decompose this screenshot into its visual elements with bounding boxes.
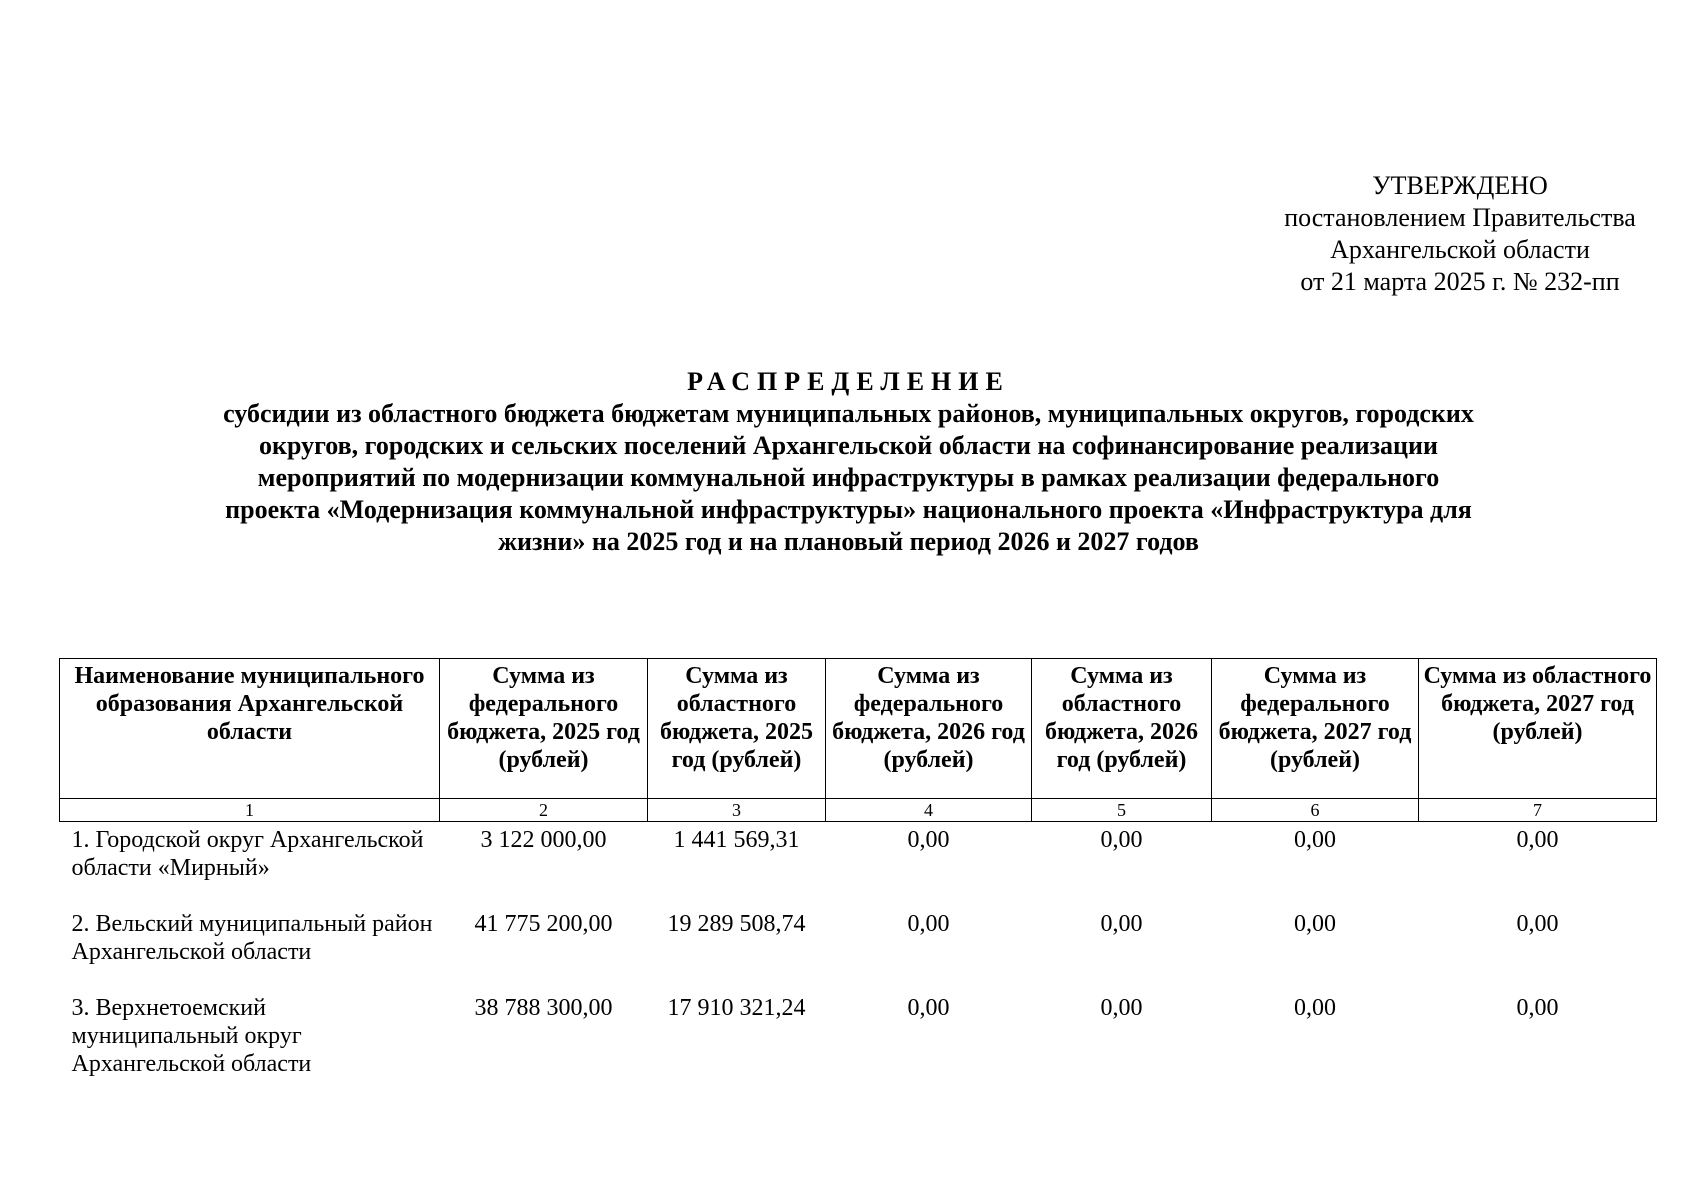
title-heading: РАСПРЕДЕЛЕНИЕ — [687, 367, 1010, 396]
amount-cell: 0,00 — [1100, 995, 1143, 1021]
amount-cell: 41 775 200,00 — [474, 911, 613, 937]
column-header: Наименование муниципального образования Архангельской области — [60, 659, 440, 799]
document-title — [160, 366, 1537, 558]
amount-cell: 38 788 300,00 — [474, 995, 613, 1021]
column-header: Сумма из областного бюджета, 2025 год (рублей) — [648, 659, 826, 799]
municipality-name: 3. Верхнетоемский муниципальный округ Архангельской области — [71, 995, 312, 1077]
amount-cell: 0,00 — [907, 827, 950, 853]
amount-cell: 17 910 321,24 — [667, 995, 806, 1021]
distribution-table — [59, 658, 1657, 1104]
amount-cell: 0,00 — [1100, 827, 1143, 853]
column-number: 2 — [440, 799, 648, 822]
approval-line: Архангельской области — [1330, 235, 1590, 264]
amount-cell: 19 289 508,74 — [667, 911, 806, 937]
header-row — [60, 659, 1657, 799]
approval-line: от 21 марта 2025 г. № 232-пп — [1300, 267, 1620, 296]
column-number: 4 — [826, 799, 1032, 822]
approval-stamp — [1250, 170, 1670, 298]
column-header: Сумма из областного бюджета, 2027 год (рублей) — [1419, 659, 1657, 799]
table-row — [60, 990, 1657, 1104]
approval-line: постановлением Правительства — [1284, 203, 1636, 232]
column-header: Сумма из областного бюджета, 2026 год (рублей) — [1032, 659, 1212, 799]
amount-cell: 0,00 — [1516, 827, 1559, 853]
amount-cell: 0,00 — [1516, 995, 1559, 1021]
amount-cell: 0,00 — [1294, 995, 1336, 1021]
amount-cell: 0,00 — [907, 995, 950, 1021]
amount-cell: 0,00 — [907, 911, 950, 937]
column-number: 7 — [1419, 799, 1657, 822]
amount-cell: 0,00 — [1294, 911, 1336, 937]
approval-line: УТВЕРЖДЕНО — [1372, 171, 1548, 200]
table-row — [60, 906, 1657, 990]
amount-cell: 1 441 569,31 — [673, 827, 800, 853]
column-number: 1 — [60, 799, 440, 822]
table-row — [60, 822, 1657, 907]
column-number: 5 — [1032, 799, 1212, 822]
column-header: Сумма из федерального бюджета, 2026 год (рублей) — [826, 659, 1032, 799]
column-header: Сумма из федерального бюджета, 2027 год (рублей) — [1212, 659, 1419, 799]
municipality-name: 2. Вельский муниципальный район Архангельской области — [71, 911, 433, 965]
column-header: Сумма из федерального бюджета, 2025 год (рублей) — [440, 659, 648, 799]
municipality-name: 1. Городской округ Архангельской области «Мирный» — [71, 827, 424, 881]
amount-cell: 0,00 — [1516, 911, 1559, 937]
amount-cell: 3 122 000,00 — [480, 827, 607, 853]
column-number-row — [60, 799, 1657, 822]
amount-cell: 0,00 — [1294, 827, 1336, 853]
amount-cell: 0,00 — [1100, 911, 1143, 937]
column-number: 3 — [648, 799, 826, 822]
title-subtitle: субсидии из областного бюджета бюджетам муниципальных районов, муниципальных округов, городских округов, городских и сельских поселений Архангельской области на софинансирование реализации мероприятий по модернизации коммунальной инфраструктуры в рамках реализации федерального проекта «Модернизация коммунальной инфраструктуры» национального проекта «Инфраструктура для жизни» на 2025 год и на плановый период 2026 и 2027 годов — [223, 399, 1474, 556]
column-number: 6 — [1212, 799, 1419, 822]
